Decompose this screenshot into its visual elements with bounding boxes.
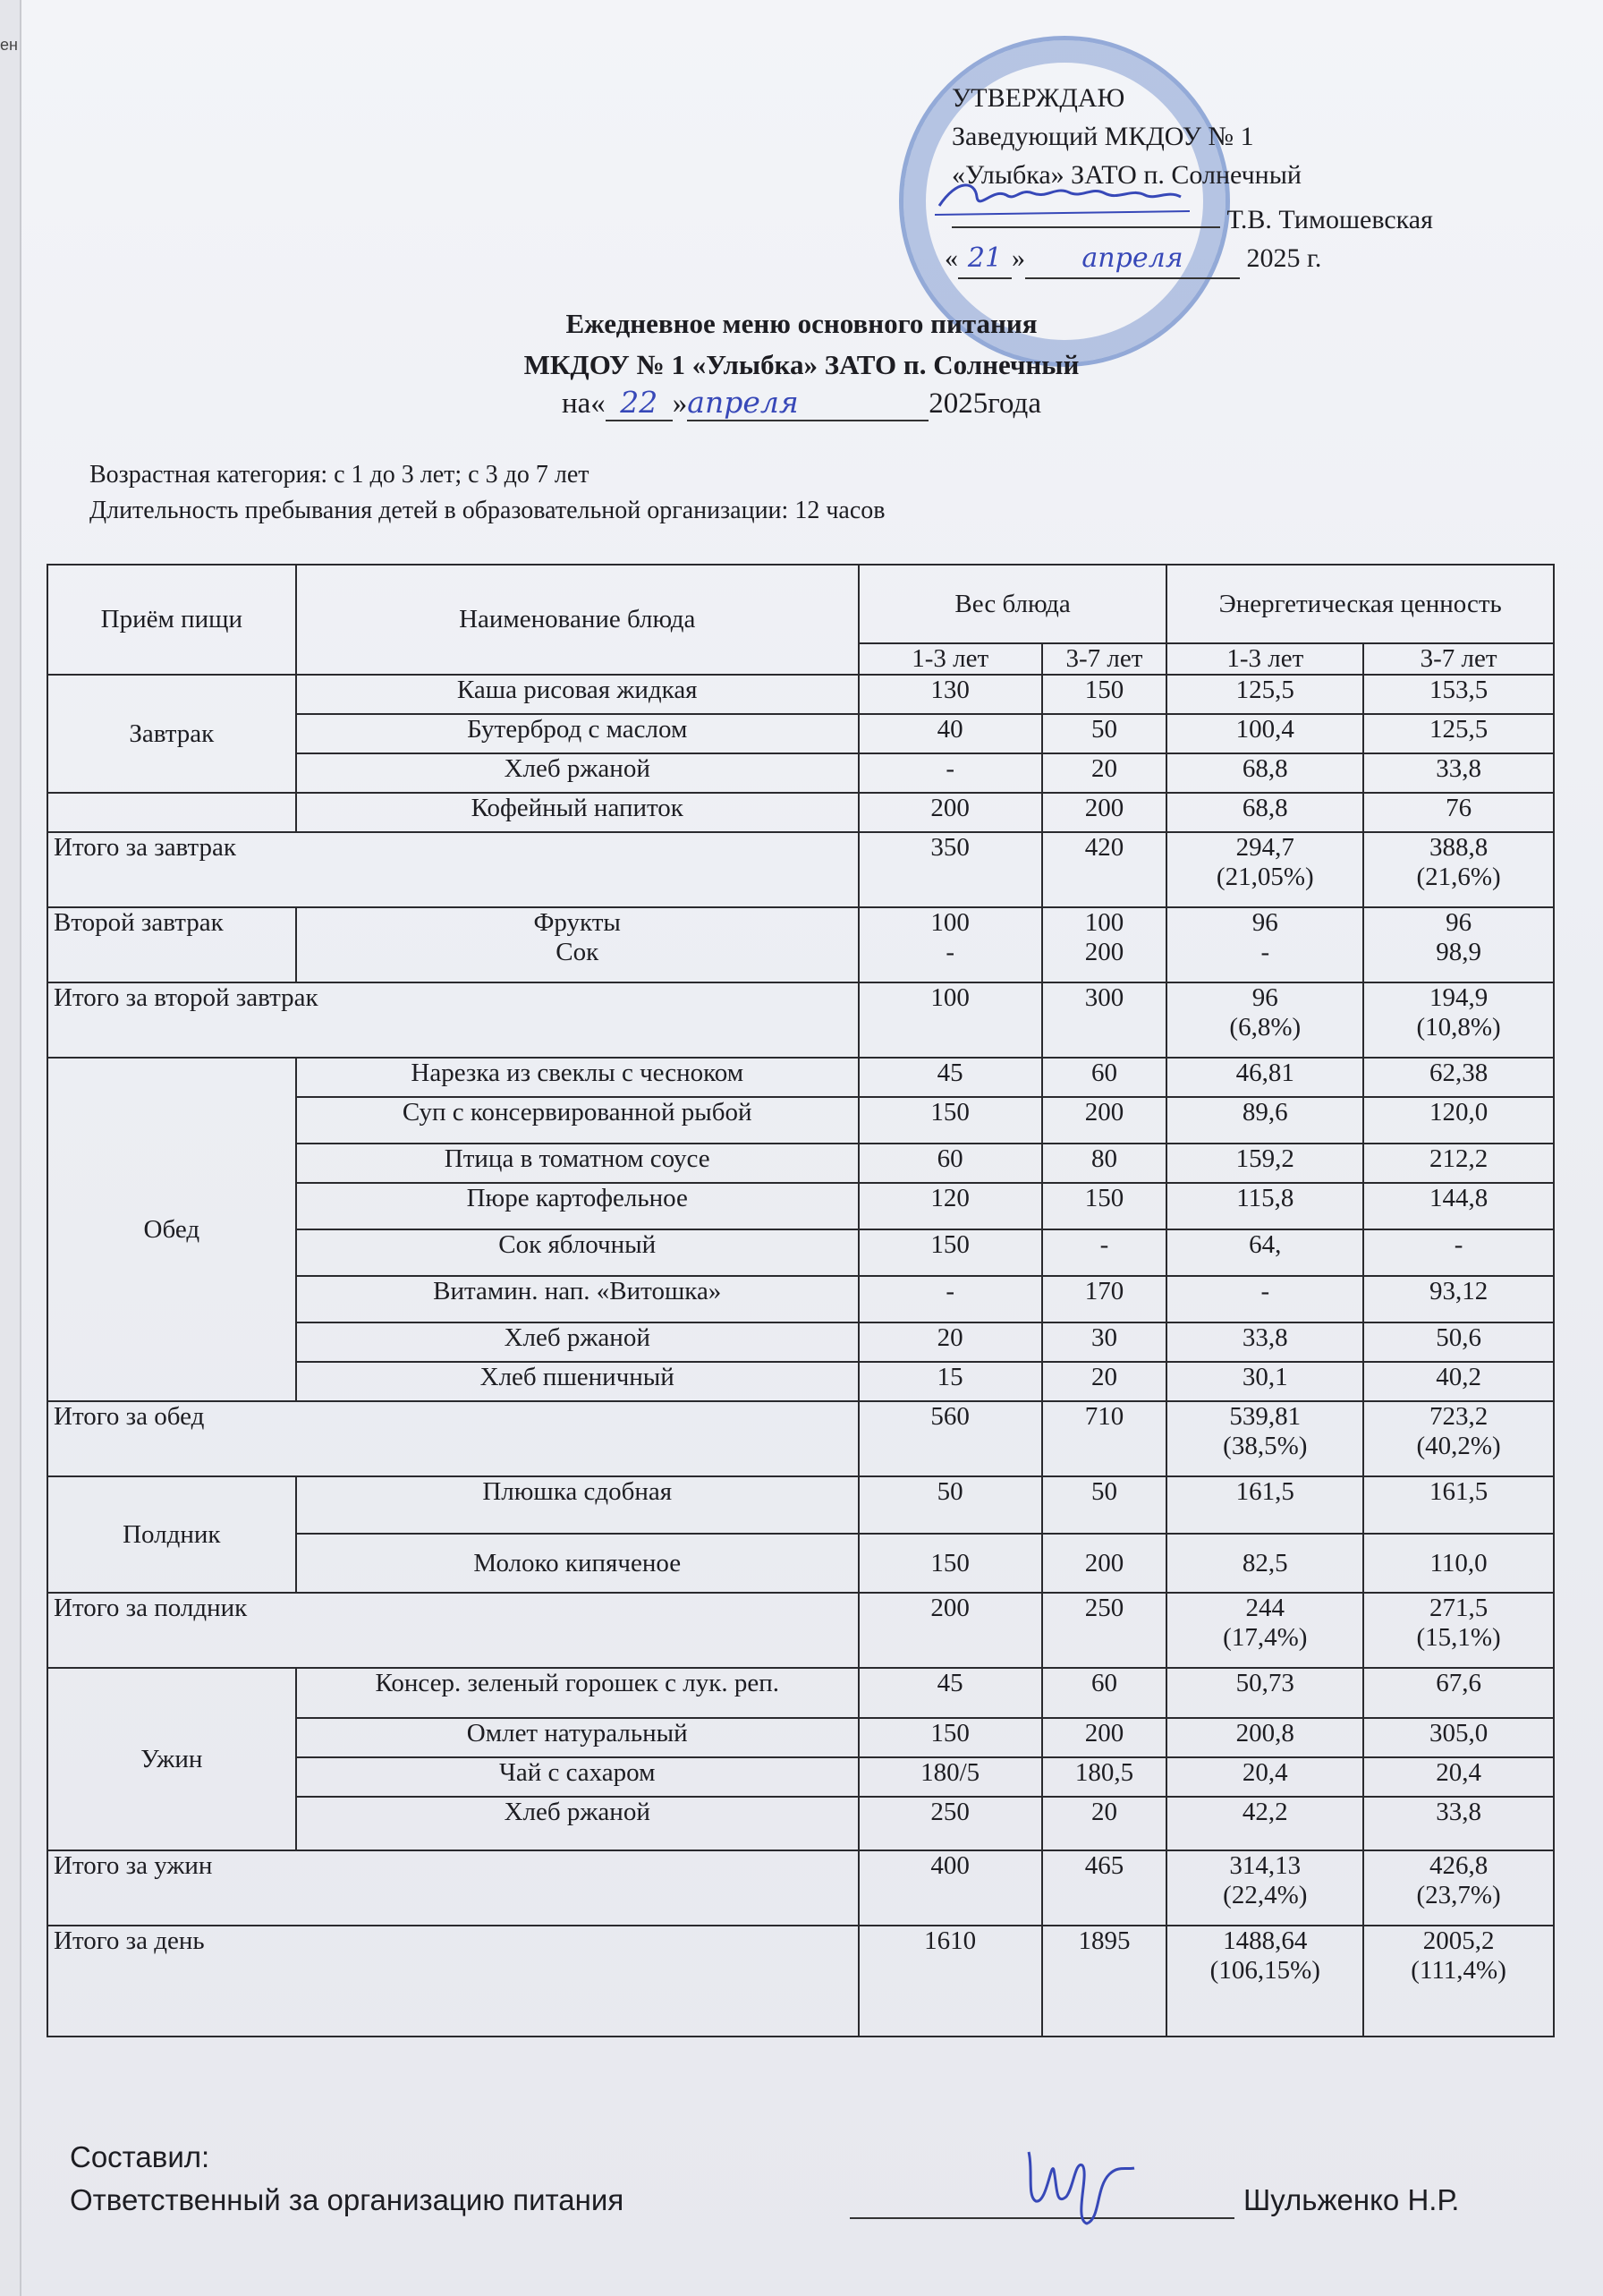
approval-month: апреля [1025,239,1240,279]
table-cell: 159,2 [1166,1144,1363,1183]
table-cell: 200 [1042,1718,1167,1757]
cell-line: 539,81 [1229,1402,1302,1431]
header-meal: Приём пищи [47,565,296,675]
table-cell [1363,1401,1554,1476]
approver-name: Т.В. Тимошевская [1226,205,1433,234]
table-cell: 60 [1042,1058,1167,1097]
table-cell: 161,5 [1166,1476,1363,1534]
cell-line: 96 [1251,908,1278,937]
table-cell: 50 [859,1476,1042,1534]
approver-signature [921,170,1208,224]
table-cell: 20 [1042,1362,1167,1401]
cell-line: 194,9 [1429,983,1488,1012]
table-cell: Чай с сахаром [296,1757,859,1797]
table-cell: - [1042,1229,1167,1276]
table-cell: 200,8 [1166,1718,1363,1757]
table-cell: Хлеб пшеничный [296,1362,859,1401]
table-cell: Каша рисовая жидкая [296,675,859,714]
meal-label: Полдник [47,1476,296,1593]
table-cell: 115,8 [1166,1183,1363,1229]
table-cell: 15 [859,1362,1042,1401]
table-cell: 50,73 [1166,1668,1363,1718]
table-cell: 60 [1042,1668,1167,1718]
menu-month: апреля [687,385,929,421]
cell-line: 1488,64 [1223,1926,1308,1955]
table-cell: 33,8 [1363,753,1554,793]
responsible-role: Ответственный за организацию питания [70,2183,624,2216]
table-cell: 250 [1042,1593,1167,1668]
table-cell: Итого за полдник [47,1593,859,1668]
table-cell: 200 [1042,793,1167,832]
cell-line: (38,5%) [1223,1432,1308,1460]
table-cell: 100 [859,982,1042,1058]
table-cell: Хлеб ржаной [296,1322,859,1362]
table-cell: 68,8 [1166,793,1363,832]
table-cell: 150 [859,1229,1042,1276]
header-energy-37: 3-7 лет [1363,643,1554,675]
table-cell: 420 [1042,832,1167,907]
header-weight: Вес блюда [859,565,1167,643]
table-cell: 153,5 [1363,675,1554,714]
table-cell: 212,2 [1363,1144,1554,1183]
table-cell: - [859,1276,1042,1322]
table-cell: 200 [1042,1534,1167,1593]
table-row [47,1476,1554,1534]
table-cell: Витамин. нап. «Витошка» [296,1276,859,1322]
table-cell: Итого за ужин [47,1850,859,1926]
table-cell: 68,8 [1166,753,1363,793]
table-cell: Хлеб ржаной [296,753,859,793]
table-cell [1363,907,1554,982]
table-cell: 110,0 [1363,1534,1554,1593]
cell-line: Сок [556,938,599,966]
table-cell: 150 [1042,1183,1167,1229]
table-cell: 200 [859,793,1042,832]
table-cell: 150 [859,1718,1042,1757]
table-cell: Итого за обед [47,1401,859,1476]
table-cell: 50 [1042,714,1167,753]
table-cell: 180,5 [1042,1757,1167,1797]
header-weight-37: 3-7 лет [1042,643,1167,675]
table-cell: 93,12 [1363,1276,1554,1322]
table-cell: Нарезка из свеклы с чесноком [296,1058,859,1097]
table-cell: 30,1 [1166,1362,1363,1401]
table-cell: 20 [1042,753,1167,793]
table-cell: 144,8 [1363,1183,1554,1229]
header-energy: Энергетическая ценность [1166,565,1554,643]
cell-line: 723,2 [1429,1402,1488,1431]
table-cell [1363,982,1554,1058]
table-cell: 80 [1042,1144,1167,1183]
table-cell: 400 [859,1850,1042,1926]
cell-line: (21,05%) [1216,863,1314,891]
table-cell [859,907,1042,982]
table-cell: 89,6 [1166,1097,1363,1144]
menu-table [47,564,1555,2037]
table-cell: 1895 [1042,1926,1167,2037]
table-cell: 67,6 [1363,1668,1554,1718]
cell-line: 200 [1084,938,1124,966]
total-row-lunch [47,1401,1554,1476]
meal-label: Обед [47,1058,296,1401]
table-cell: 20 [859,1322,1042,1362]
table-cell: 125,5 [1166,675,1363,714]
table-row [47,675,1554,714]
table-cell [296,907,859,982]
cell-line: 100 [1084,908,1124,937]
table-cell: 82,5 [1166,1534,1363,1593]
table-cell: 20 [1042,1797,1167,1850]
table-cell: 120 [859,1183,1042,1229]
table-cell: 350 [859,832,1042,907]
cell-line: 96 [1446,908,1472,937]
table-cell: 125,5 [1363,714,1554,753]
table-cell: 150 [859,1097,1042,1144]
table-row [47,907,1554,982]
table-cell: 33,8 [1363,1797,1554,1850]
composed-label: Составил: [70,2140,210,2173]
table-cell: 45 [859,1668,1042,1718]
table-cell: 180/5 [859,1757,1042,1797]
table-cell: 33,8 [1166,1322,1363,1362]
total-row-day [47,1926,1554,2037]
stay-duration: Длительность пребывания детей в образовательной организации: 12 часов [89,497,886,524]
cell-line: (10,8%) [1416,1013,1501,1042]
table-row [47,1058,1554,1097]
table-cell [47,793,296,832]
total-row-dinner [47,1850,1554,1926]
menu-title: Ежедневное меню основного питания [565,308,1038,339]
table-cell [1363,1926,1554,2037]
table-cell: 170 [1042,1276,1167,1322]
table-cell [1166,1850,1363,1926]
cell-line: 2005,2 [1422,1926,1495,1955]
table-cell: Хлеб ржаной [296,1797,859,1850]
meal-label: Завтрак [47,675,296,793]
table-cell: 20,4 [1363,1757,1554,1797]
table-cell: 46,81 [1166,1058,1363,1097]
table-cell: 30 [1042,1322,1167,1362]
table-cell: - [1363,1229,1554,1276]
table-cell [1363,1850,1554,1926]
cell-line: 314,13 [1229,1851,1302,1880]
menu-date: на« 22 »апреля 2025года [561,385,1041,420]
total-row-snack [47,1593,1554,1668]
table-cell: Пюре картофельное [296,1183,859,1229]
approval-position: Заведующий МКДОУ № 1 [952,122,1254,151]
cell-line: 388,8 [1429,833,1488,862]
table-cell: 560 [859,1401,1042,1476]
table-cell: Бутерброд с маслом [296,714,859,753]
table-cell [1166,1593,1363,1668]
cell-line: (111,4%) [1411,1956,1506,1985]
menu-day: 22 [606,385,673,421]
table-cell: 150 [1042,675,1167,714]
table-cell: 40 [859,714,1042,753]
cell-line: (40,2%) [1416,1432,1501,1460]
table-cell: 42,2 [1166,1797,1363,1850]
table-cell: Сок яблочный [296,1229,859,1276]
table-header-row [47,565,1554,643]
table-cell: 465 [1042,1850,1167,1926]
approval-title: УТВЕРЖДАЮ [952,83,1125,113]
approval-day: 21 [958,239,1012,279]
cell-line: 244 [1245,1594,1285,1622]
table-cell: 250 [859,1797,1042,1850]
table-cell: Суп с консервированной рыбой [296,1097,859,1144]
table-cell [1363,1593,1554,1668]
table-cell: 40,2 [1363,1362,1554,1401]
cell-line: Фрукты [533,908,621,937]
cell-line: 98,9 [1436,938,1481,966]
approval-date: « 21 » апреля 2025 г. [945,239,1433,279]
cell-line: 294,7 [1235,833,1294,862]
responsible-signature [1011,2134,1154,2232]
cell-line: (22,4%) [1223,1881,1308,1909]
cell-line: (6,8%) [1229,1013,1302,1042]
cell-line: (106,15%) [1209,1956,1320,1985]
edge-text: ен [0,36,18,54]
total-row-breakfast [47,832,1554,907]
table-cell: Итого за второй завтрак [47,982,859,1058]
table-cell [1166,1401,1363,1476]
menu-org: МКДОУ № 1 «Улыбка» ЗАТО п. Солнечный [523,349,1080,380]
adjacent-page-edge [0,0,21,2296]
table-cell: - [859,753,1042,793]
table-cell: 76 [1363,793,1554,832]
cell-line: 426,8 [1429,1851,1488,1880]
table-cell [1166,832,1363,907]
table-cell: 710 [1042,1401,1167,1476]
cell-line: (17,4%) [1223,1623,1308,1652]
cell-line: (21,6%) [1416,863,1501,891]
table-cell: 130 [859,675,1042,714]
cell-line: (23,7%) [1416,1881,1501,1909]
table-cell: 64, [1166,1229,1363,1276]
table-cell: 20,4 [1166,1757,1363,1797]
table-cell: 161,5 [1363,1476,1554,1534]
total-row-second-breakfast [47,982,1554,1058]
cell-line: - [1260,938,1270,966]
table-row [47,793,1554,832]
cell-line: 96 [1251,983,1278,1012]
table-cell: Птица в томатном соусе [296,1144,859,1183]
table-cell: 305,0 [1363,1718,1554,1757]
table-cell: Консер. зеленый горошек с лук. реп. [296,1668,859,1718]
cell-line: 100 [930,908,970,937]
table-cell [1166,907,1363,982]
table-cell: Молоко кипяченое [296,1534,859,1593]
table-cell: 200 [1042,1097,1167,1144]
meal-label: Ужин [47,1668,296,1850]
meal-label: Второй завтрак [47,907,296,982]
cell-line: (15,1%) [1416,1623,1501,1652]
table-cell [1166,982,1363,1058]
table-cell: 150 [859,1534,1042,1593]
approval-org: «Улыбка» ЗАТО п. Солнечный [952,160,1302,190]
table-cell: 45 [859,1058,1042,1097]
table-cell: 100,4 [1166,714,1363,753]
table-cell: - [1166,1276,1363,1322]
table-cell: 120,0 [1363,1097,1554,1144]
table-cell: 300 [1042,982,1167,1058]
table-cell: 62,38 [1363,1058,1554,1097]
responsible-name: Шульженко Н.Р. [1243,2183,1460,2216]
table-cell: 60 [859,1144,1042,1183]
cell-line: 271,5 [1429,1594,1488,1622]
table-cell: 1610 [859,1926,1042,2037]
table-cell [1042,907,1167,982]
age-category: Возрастная категория: с 1 до 3 лет; с 3 до 7 лет [89,461,589,489]
table-cell: Итого за завтрак [47,832,859,907]
table-cell [1166,1926,1363,2037]
header-energy-13: 1-3 лет [1166,643,1363,675]
table-cell: 50 [1042,1476,1167,1534]
table-row [47,1668,1554,1718]
table-cell: Кофейный напиток [296,793,859,832]
table-cell [1363,832,1554,907]
table-cell: 50,6 [1363,1322,1554,1362]
table-cell: Омлет натуральный [296,1718,859,1757]
table-cell: Плюшка сдобная [296,1476,859,1534]
table-cell: Итого за день [47,1926,859,2037]
cell-line: - [946,938,954,966]
table-cell: 200 [859,1593,1042,1668]
header-weight-13: 1-3 лет [859,643,1042,675]
header-dish: Наименование блюда [296,565,859,675]
